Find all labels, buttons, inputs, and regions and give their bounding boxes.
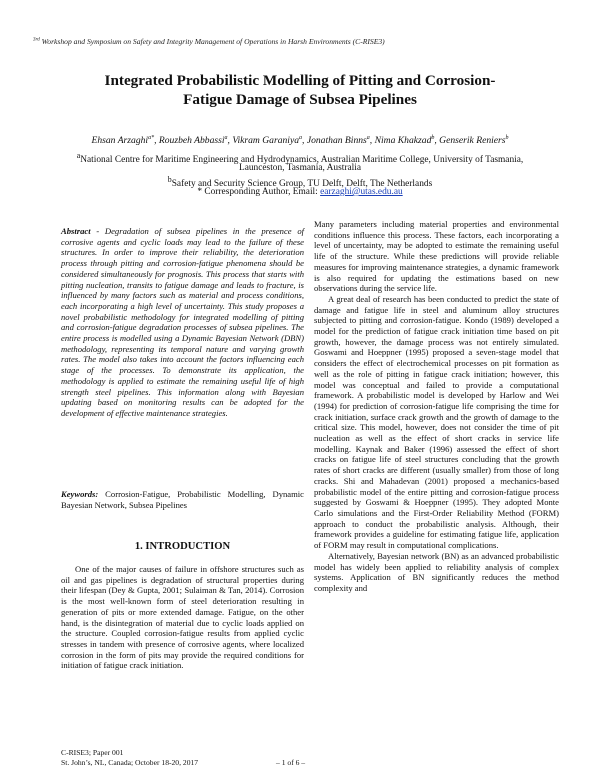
author-name: Rouzbeh Abbassi <box>158 135 225 147</box>
running-header <box>33 37 385 46</box>
abstract-body: Degradation of subsea pipelines in the presence of corrosive agents and cyclic loads may lead to the failure of these structures. In order to improve their reliability, the deterioration process through pitting and corrosion-fatigue phenomena should be considered simultaneously for prognosis. This process that starts with pitting nucleation, transits to fatigue damage and leads to fracture, is influenced by many factors such as material and process conditions, each incorporating a high level of uncertainty. This study proposes a novel probabilistic methodology for integrated modelling of pitting and corrosion-fatigue degradation processes of subsea pipelines. The entire process is modelled using a Dynamic Bayesian Network (DBN) methodology, representing its temporal nature and varying growth rates. The model also takes into account the factors influencing each stage of the processes. To demonstrate its application, the methodology is applied to estimate the remaining useful life of high strength steel pipelines. This information along with Bayesian updating based on monitoring results can be adopted for the development of effective maintenance strategies. <box>61 226 304 418</box>
intro-paragraph-1 <box>61 564 304 671</box>
author-list: Ehsan Arzaghi$^{a*}$, Rouzbeh Abbassi$^a$, Vikram Garaniya$^a$, Jonathan Binns$^a$, Nima Khakzad$^b$, Genserik Reniers$^b$ <box>91 135 509 147</box>
keywords-body: Corrosion-Fatigue, Probabilistic Modelling, Dynamic Bayesian Network, Subsea Pipelines <box>61 489 304 510</box>
footer-line-2: St. John’s, NL, Canada; October 18-20, 2017 <box>61 757 199 767</box>
intro-p1: One of the major causes of failure in offshore structures such as oil and gas pipelines is degradation of structural properties during their lifespan (Dey & Gupta, 2001; Sulaiman & Tan, 2014). Corrosion is the most well-known form of steel deterioration resulting in generation of pits or more extended damage. Fatigue, on the other hand, is the disintegration of material due to cyclic loads applied on the structure. Coupled corrosion-fatigue results from applied cyclic stresses in tandem with presence of corrosive agents, where localized corrosion in the form of pits may provide the required conditions for initiation of fatigue crack initiation. <box>61 564 304 671</box>
header-text: Workshop and Symposium on Safety and Integrity Management of Operations in Harsh Environments (C-RISE3) <box>39 37 385 46</box>
author-name: Nima Khakzad <box>374 135 432 147</box>
author-sup: a <box>366 135 370 141</box>
title-line-2: Fatigue Damage of Subsea Pipelines <box>183 91 417 108</box>
author-sup: a <box>224 135 228 141</box>
right-column <box>314 219 559 594</box>
right-p2: A great deal of research has been conducted to predict the state of damage and fatigue life in steel and aluminum alloy structures subjected to pitting and corrosion-fatigue. Kondo (1989) developed a model for the prediction of fatigue crack initiation time based on pit growth, however, the damage process was not entirely simulated. Goswami and Hoeppner (1995) proposed a seven-stage model that considers the effect of electrochemical processes on pit formation as well as the role of pitting in fatigue crack initiation; however, this model was conceptual and failed to provide a computational framework. A probabilistic model is developed by Harlow and Wei (1994) for prediction of corrosion-fatigue life comprising the time for crack initiation, surface crack growth and the growth of damage to the critical size. This model, however, does not consider the time of pit nucleation as well as the effect of short cracks in service life modelling. Kaynak and Baker (1996) assessed the effect of short cracks on fatigue life of steel structures concluding that the growth rates of short cracks are different (usually smaller) from those of long cracks. Shi and Mahadevan (2001) proposed a mechanics-based probabilistic model of the entire pitting and corrosion-fatigue process suggested by Goswami & Hoeppner (1995). They adopted Monte Carlo simulations and the First-Order Reliability Method (FORM) approach to conduct the probabilistic analysis. Although, their framework provides a guideline for estimating fatigue life, application of FORM may result in computational complications. <box>314 293 559 551</box>
corresponding-prefix: * Corresponding Author, Email: <box>197 187 321 197</box>
affiliation-b-line: Safety and Security Science Group, TU Delft, Delft, The Netherlands <box>171 179 433 190</box>
abstract-heading: Abstract - <box>61 226 100 236</box>
author-name: Genserik Reniers <box>439 135 506 147</box>
author-sup: a <box>299 135 303 141</box>
right-p3: Alternatively, Bayesian network (BN) as an advanced probabilistic model has widely been applied to reliability analysis of complex systems. Application of BN significantly reduces the method complexity and <box>314 550 559 593</box>
affiliation-a: $^a$National Centre for Maritime Engineering and Hydrodynamics, Australian Maritime College, University of Tasmania, <box>76 151 524 166</box>
email-link[interactable]: earzaghi@utas.edu.au <box>320 187 403 197</box>
affiliation-b: $^b$Safety and Security Science Group, TU Delft, Delft, The Netherlands <box>167 175 433 190</box>
author-name: Vikram Garaniya <box>232 135 300 147</box>
author-name: Ehsan Arzaghi <box>91 135 149 147</box>
author-sup: b <box>431 135 435 141</box>
author-name: Jonathan Binns <box>306 135 367 147</box>
section-heading-introduction: 1. INTRODUCTION <box>134 541 231 552</box>
affiliation-a-line1: National Centre for Maritime Engineering and Hydrodynamics, Australian Maritime College, University of Tasmania, <box>80 155 524 166</box>
footer <box>61 748 198 767</box>
author-sup: a* <box>148 135 155 141</box>
abstract <box>61 226 304 419</box>
right-p1: Many parameters including material properties and environmental conditions influence this process. These factors, each incorporating a level of uncertainty, may be adopted to estimate the remaining useful life of the structure. While these predictions will provide reliable measures for improving maintenance strategies, a dynamic framework is also required for updating the estimations based on new observations during the service life. <box>314 219 559 294</box>
header-sup: 3rd <box>33 37 40 43</box>
corresponding-author <box>30 186 570 198</box>
affiliation-a-line2: Launceston, Tasmania, Australia <box>238 163 362 173</box>
paper-title <box>40 71 560 109</box>
page-number: – 1 of 6 – <box>276 758 306 767</box>
author-sup: b <box>505 135 509 141</box>
keywords-heading: Keywords: <box>61 489 99 499</box>
title-line-1: Integrated Probabilistic Modelling of Pitting and Corrosion- <box>104 72 496 89</box>
footer-line-1: C-RISE3; Paper 001 <box>61 748 124 757</box>
keywords <box>61 489 304 510</box>
